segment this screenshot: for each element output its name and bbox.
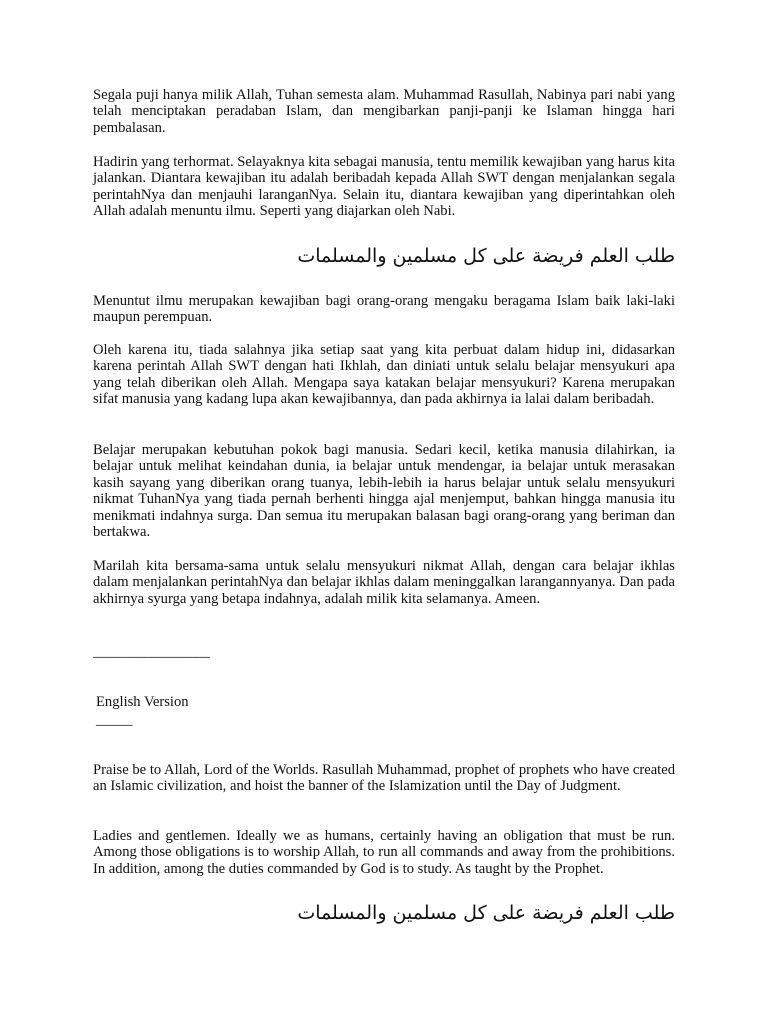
english-version-heading: English Version (96, 694, 189, 710)
paragraph-opening-praise: Segala puji hanya milik Allah, Tuhan semesta alam. Muhammad Rasullah, Nabinya pari nabi yang telah menciptakan peradaban Islam, dan mengibarkan panji-panji ke Islaman hingga hari pembalasan. (93, 87, 675, 136)
paragraph-learning-needs: Belajar merupakan kebutuhan pokok bagi manusia. Sedari kecil, ketika manusia dilahirkan, ia belajar untuk melihat keindahan dunia, ia belajar untuk mendengar, ia belajar untuk merasakan kasih sayang yang diberikan orang tuanya, lebih-lebih ia harus belajar untuk selalu mensyukuri nikmat TuhanNya yang tiada pernah berhenti hingga ajal menjemput, bahkan hingga manusia itu menikmati indahnya surga. Dan semua itu merupakan balasan bagi orang-orang yang beriman dan bertakwa. (93, 442, 675, 541)
english-arabic-hadith-quote: طلب العلم فريضة على كل مسلمين والمسلمات (297, 902, 675, 924)
arabic-hadith-quote: طلب العلم فريضة على كل مسلمين والمسلمات (297, 245, 675, 267)
english-version-underline: _____ (96, 712, 133, 728)
paragraph-obligations: Hadirin yang terhormat. Selayaknya kita sebagai manusia, tentu memilik kewajiban yang harus kita jalankan. Diantara kewajiban itu adalah beribadah kepada Allah SWT dengan menjalankan segala perintahNya dan menjauhi laranganNya. Selain itu, diantara kewajiban yang diperintahkan oleh Allah adalah menuntu ilmu. Seperti yang diajarkan oleh Nabi. (93, 154, 675, 220)
separator-line: ________________ (93, 644, 210, 660)
paragraph-gratitude: Oleh karena itu, tiada salahnya jika setiap saat yang kita perbuat dalam hidup ini, didasarkan karena perintah Allah SWT dengan hati Ikhlah, dan diniati untuk selalu belajar mensyukuri apa yang telah diberikan oleh Allah. Mengapa saya katakan belajar mensyukuri? Karena merupakan sifat manusia yang kadang lupa akan kewajibannya, dan pada akhirnya ia lalai dalam beribadah. (93, 342, 675, 408)
paragraph-seeking-knowledge: Menuntut ilmu merupakan kewajiban bagi orang-orang mengaku beragama Islam baik laki-laki maupun perempuan. (93, 293, 675, 326)
paragraph-closing-invitation: Marilah kita bersama-sama untuk selalu mensyukuri nikmat Allah, dengan cara belajar ikhlas dalam menjalankan perintahNya dan belajar ikhlas dalam meninggalkan larangannyanya. Dan pada akhirnya syurga yang betapa indahnya, adalah milik kita selamanya. Ameen. (93, 558, 675, 607)
english-paragraph-obligations: Ladies and gentlemen. Ideally we as humans, certainly having an obligation that must be run. Among those obligations is to worship Allah, to run all commands and away from the prohibitions. In addition, among the duties commanded by God is to study. As taught by the Prophet. (93, 828, 675, 877)
english-paragraph-praise: Praise be to Allah, Lord of the Worlds. Rasullah Muhammad, prophet of prophets who have created an Islamic civilization, and hoist the banner of the Islamization until the Day of Judgment. (93, 762, 675, 795)
